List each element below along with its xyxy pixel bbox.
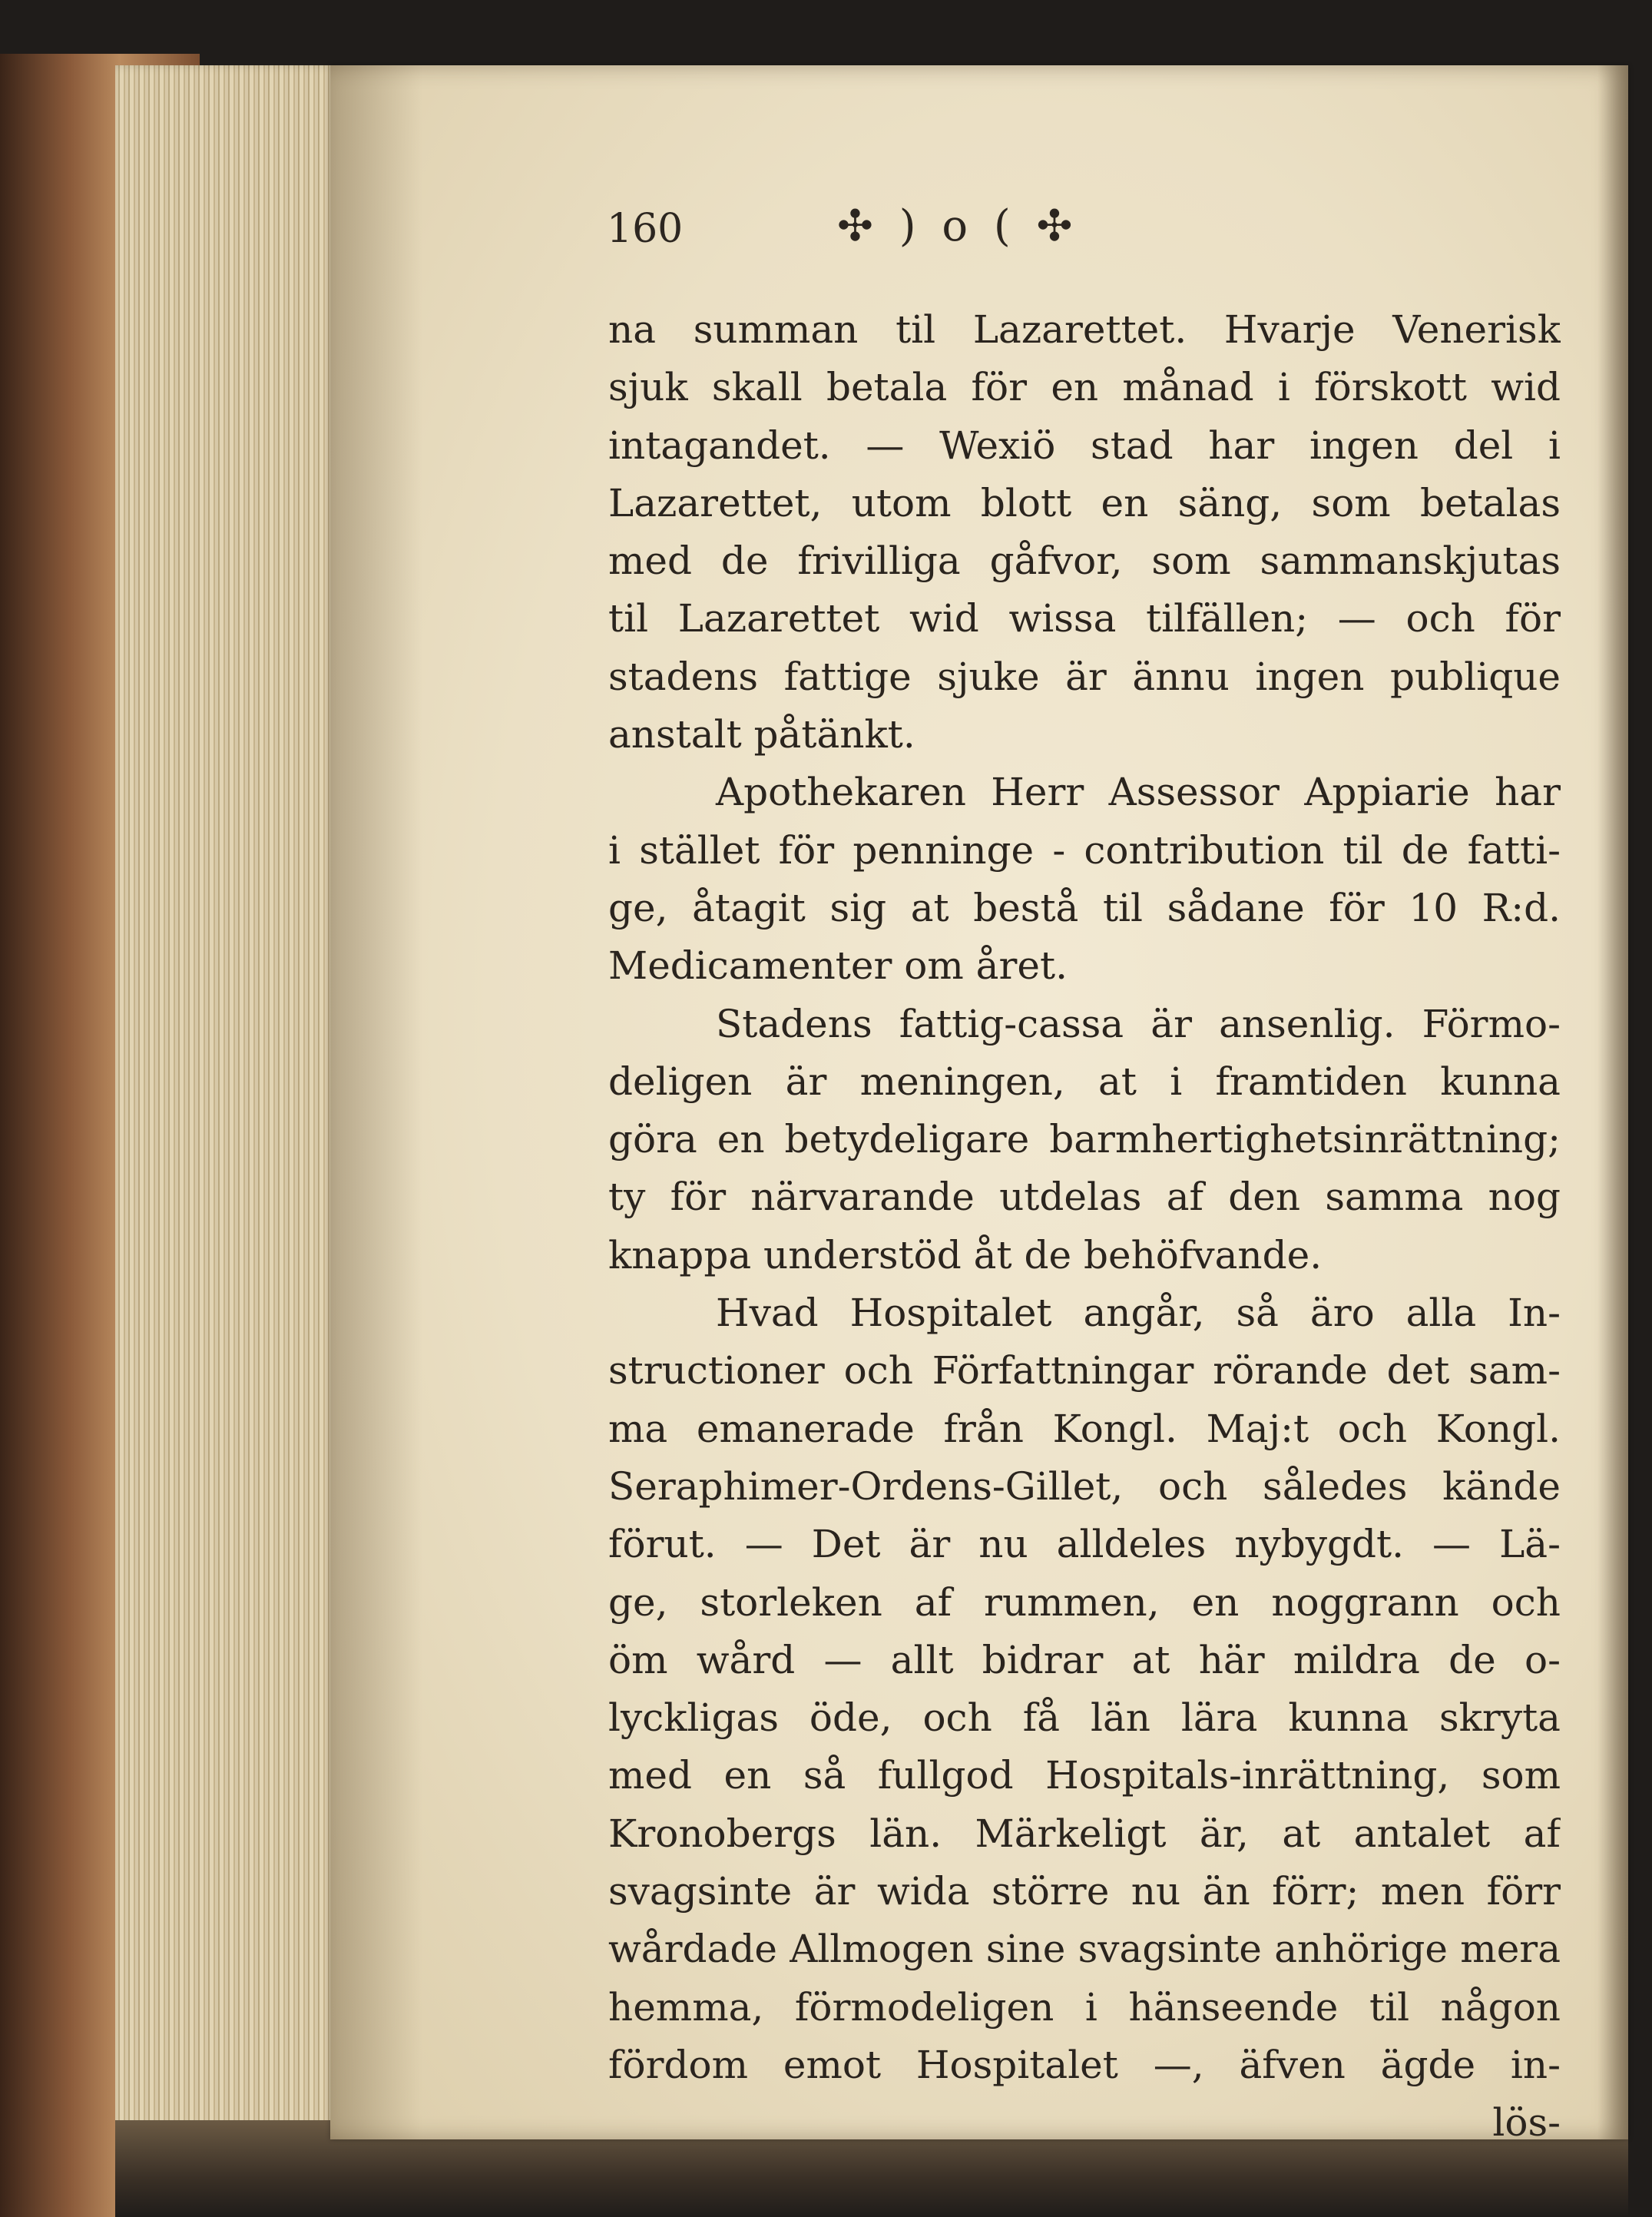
text-line: deligen är meningen, at i framtiden kunna: [608, 1059, 1561, 1104]
text-line: förut. — Det är nu alldeles nybygdt. — Lä-: [608, 1522, 1561, 1567]
text-line: Apothekaren Herr Assessor Appiarie har: [716, 770, 1561, 815]
text-line: fördom emot Hospitalet —, äfven ägde in-: [608, 2042, 1561, 2087]
text-line: na summan til Lazarettet. Hvarje Venerisk: [608, 307, 1561, 352]
text-line: anstalt påtänkt.: [608, 712, 915, 757]
text-line: ma emanerade från Kongl. Maj:t och Kongl.: [608, 1406, 1561, 1451]
text-line: ge, åtagit sig at bestå til sådane för 10 R:d.: [608, 885, 1561, 930]
text-line: structioner och Författningar rörande det sam-: [608, 1348, 1561, 1393]
text-line: Hvad Hospitalet angår, så äro alla In-: [716, 1291, 1561, 1336]
text-line: sjuk skall betala för en månad i förskott wid: [608, 365, 1561, 410]
text-line: öm wård — allt bidrar at här mildra de o-: [608, 1637, 1561, 1682]
page-number: 160: [607, 206, 684, 252]
text-line: göra en betydeligare barmhertighetsinrättning;: [608, 1117, 1561, 1162]
page-edges: [115, 65, 361, 2155]
text-line: lyckligas öde, och få län lära kunna skryta: [608, 1695, 1561, 1741]
text-line: ty för närvarande utdelas af den samma nog: [608, 1175, 1561, 1220]
text-line: Medicamenter om året.: [608, 943, 1068, 989]
text-line: til Lazarettet wid wissa tilfällen; — och för: [608, 596, 1561, 641]
text-line: ge, storleken af rummen, en noggrann och: [608, 1579, 1561, 1625]
text-line: Stadens fattig-cassa är ansenlig. Förmo-: [716, 1001, 1561, 1046]
text-line: Seraphimer-Ordens-Gillet, och således kände: [608, 1463, 1561, 1509]
text-line: med de frivilliga gåfvor, som sammanskjutas: [608, 539, 1561, 584]
text-line: stadens fattige sjuke är ännu ingen publique: [608, 654, 1561, 699]
text-line: hemma, förmodeligen i hänseende til någon: [608, 1984, 1561, 2030]
text-line: wårdade Allmogen sine svagsinte anhörige mera: [608, 1927, 1561, 1972]
page-header: [607, 201, 1536, 267]
text-line: intagandet. — Wexiö stad har ingen del i: [608, 423, 1561, 468]
body-text: [608, 301, 1561, 2152]
text-line: svagsinte är wida större nu än förr; men förr: [608, 1869, 1561, 1914]
catchword: lös-: [1492, 2100, 1561, 2146]
page-right-edge: [1597, 65, 1628, 2139]
text-line: knappa understöd åt de behöfvande.: [608, 1232, 1323, 1278]
text-line: Lazarettet, utom blott en säng, som betalas: [608, 480, 1561, 525]
text-line: Kronobergs län. Märkeligt är, at antalet af: [608, 1811, 1561, 1856]
text-line: med en så fullgod Hospitals-inrättning, som: [608, 1753, 1561, 1798]
header-ornament: ✣ ) o ( ✣: [837, 201, 1079, 251]
text-line: i stället för penninge - contribution til de fatti-: [608, 827, 1561, 873]
gutter-shadow: [330, 65, 422, 2139]
